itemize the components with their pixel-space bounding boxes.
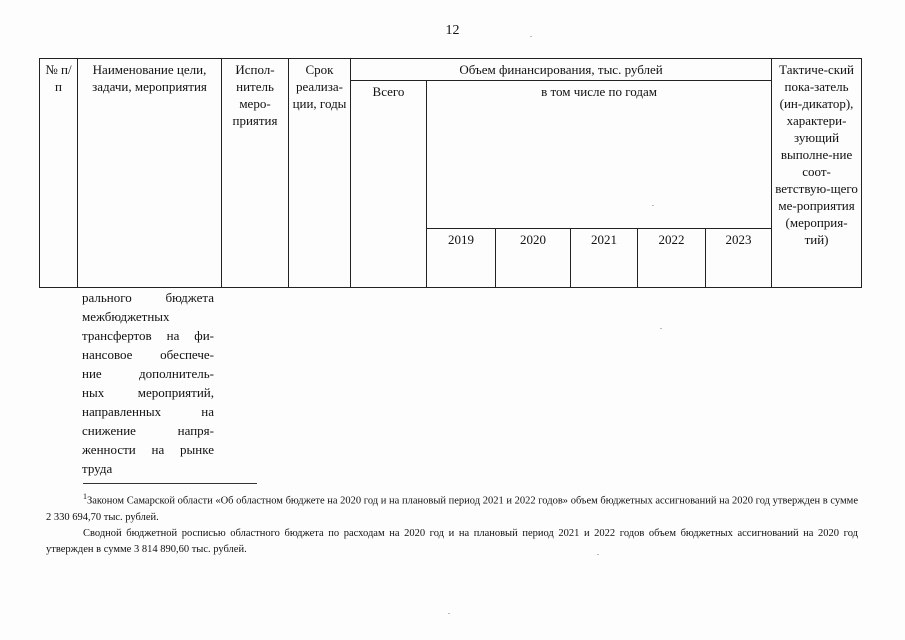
footnote-mark: 1 — [83, 492, 87, 501]
header-total: Всего — [351, 81, 427, 288]
header-year-2021: 2021 — [571, 229, 638, 288]
footnote-text-2: Сводной бюджетной росписью областного бюджета по расходам на 2020 год и на плановый период 2021 и 2022 годов объем бюджетных ассигнований на 2020 год утвержден в сумме 3 814 890,60 тыс. рублей. — [46, 527, 858, 555]
footnote-separator — [83, 483, 257, 484]
scan-speck — [660, 328, 662, 329]
footnote-1 — [46, 489, 858, 526]
continuation-line: межбюджетных — [82, 309, 170, 324]
scan-speck — [597, 554, 599, 555]
continuation-line: трансфертов на фи- — [82, 328, 214, 343]
header-year-2022: 2022 — [638, 229, 706, 288]
page-number: 12 — [445, 23, 460, 38]
continuation-line: женности на рынке — [82, 442, 214, 457]
footnotes — [46, 489, 858, 558]
header-year-2020: 2020 — [496, 229, 571, 288]
header-year-2023: 2023 — [706, 229, 772, 288]
scan-speck — [448, 613, 450, 614]
financing-table — [39, 58, 862, 288]
continuation-line: рального бюджета — [82, 290, 214, 305]
header-year-2019: 2019 — [427, 229, 496, 288]
continuation-line: снижение напря- — [82, 423, 214, 438]
continuation-line: ние дополнитель- — [82, 366, 214, 381]
header-indicator: Тактиче-ский пока-затель (ин-дикатор), характери-зующий выполне-ние соот-ветствую-щего ме-роприятия (мероприя-тий) — [772, 59, 862, 288]
header-num: № п/п — [40, 59, 78, 288]
header-name: Наименование цели, задачи, мероприятия — [78, 59, 222, 288]
continuation-line: ных мероприятий, — [82, 385, 214, 400]
footnote-text-1: Законом Самарской области «Об областном бюджете на 2020 год и на плановый период 2021 и 2022 годов» объем бюджетных ассигнований на 2020 год утвержден в сумме 2 330 694,70 тыс. рублей. — [46, 495, 858, 523]
header-financing: Объем финансирования, тыс. рублей — [351, 59, 772, 81]
scan-speck — [530, 36, 532, 37]
scan-speck — [652, 205, 654, 206]
header-term: Срок реализа-ции, годы — [289, 59, 351, 288]
header-executor: Испол-нитель меро-приятия — [222, 59, 289, 288]
continuation-line: труда — [82, 461, 113, 476]
header-including-years: в том числе по годам — [427, 81, 772, 229]
continuation-line: нансовое обеспече- — [82, 347, 214, 362]
continuation-text — [82, 288, 214, 478]
footnote-2 — [46, 526, 858, 558]
continuation-line: направленных на — [82, 404, 214, 419]
